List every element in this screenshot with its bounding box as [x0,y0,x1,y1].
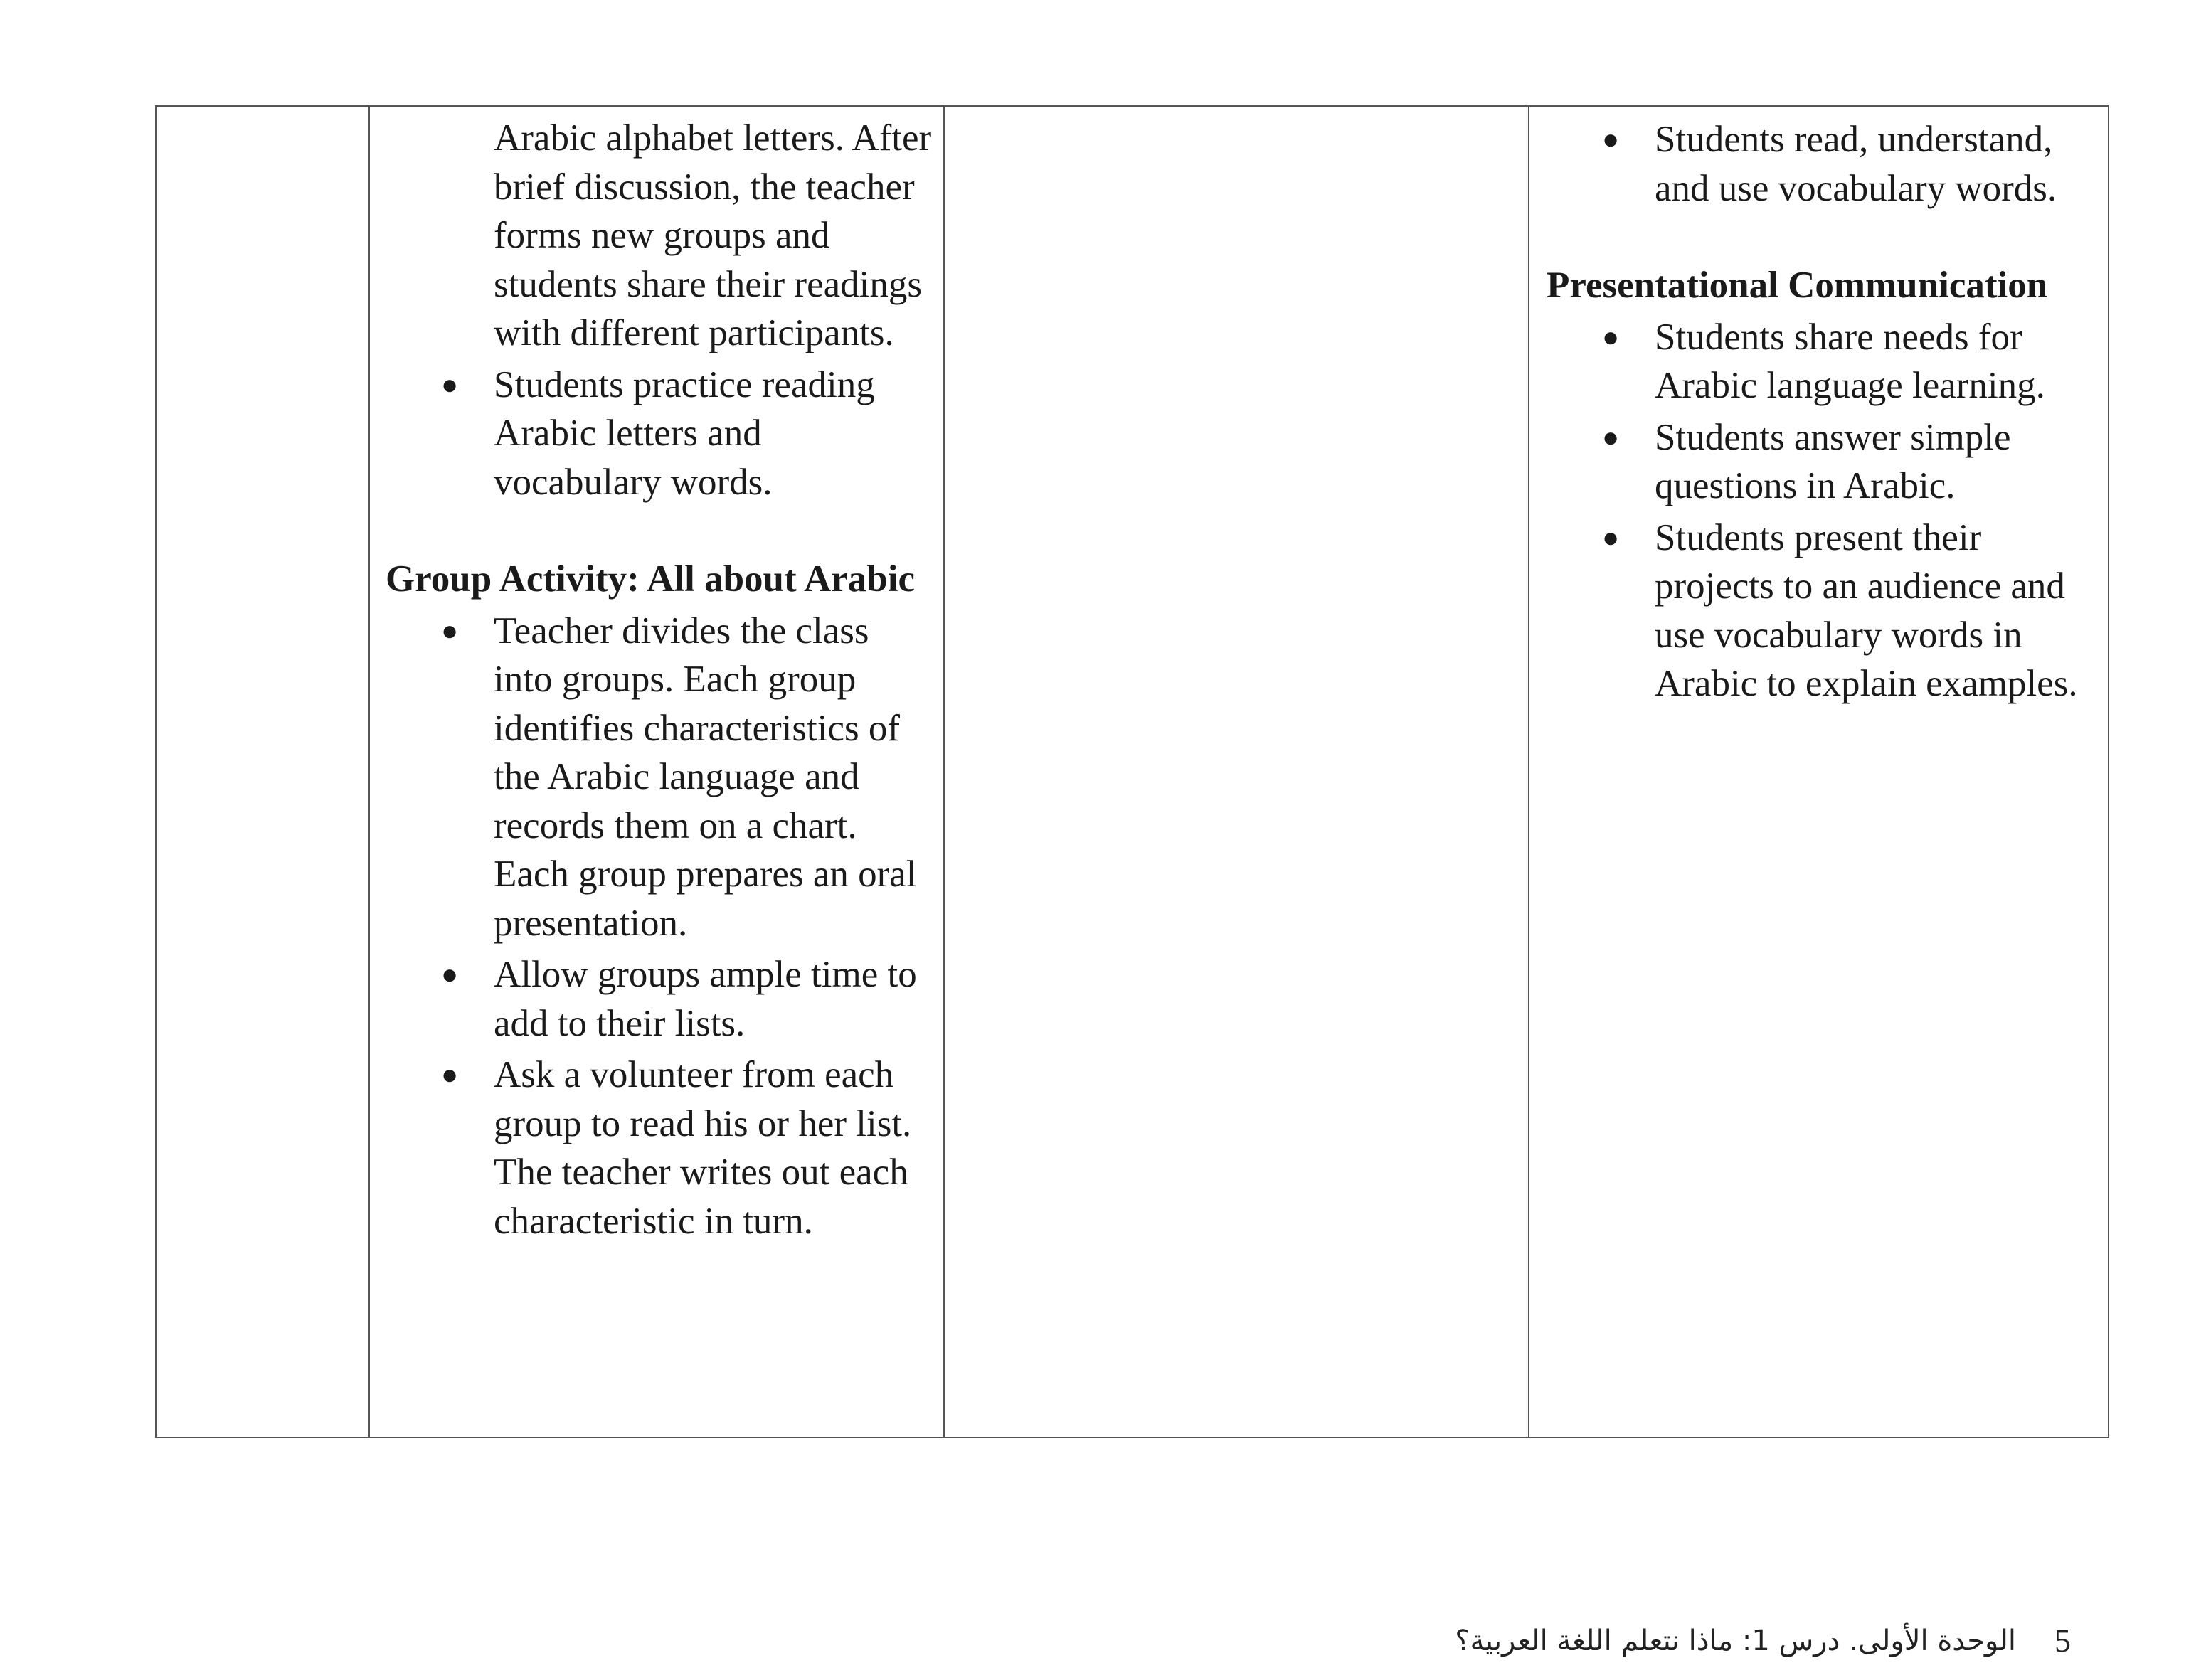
list-item-text: Teacher divides the class into groups. Each group identifies characteristics of the Arabic language and records them on a chart. Each group prepares an oral presentation. [494,610,917,944]
presentational-heading: Presentational Communication [1547,265,2048,306]
list-item-text: Ask a volunteer from each group to read his or her list. The teacher writes out each characteristic in turn. [494,1054,912,1242]
list-item-text: Students practice reading Arabic letters and vocabulary words. [494,363,875,503]
list-item [386,607,936,948]
outcomes-content [1529,107,2108,708]
list-item [386,361,936,507]
activities-cell [369,106,944,1437]
bullet-icon: ● [441,614,459,647]
bullet-icon: ● [1602,123,1620,155]
bullet-icon: ● [1602,320,1620,353]
bullet-icon: ● [441,1058,459,1090]
bullet-icon: ● [441,368,459,400]
bullet-icon: ● [1602,420,1620,453]
empty-cell-column-3 [944,106,1529,1437]
bullet-icon: ● [441,958,459,990]
list-item-text: Students answer simple questions in Arabic. [1655,416,2011,506]
list-item-text: Students read, understand, and use vocabulary words. [1655,119,2057,209]
list-item [1547,514,2101,708]
list-item-text: Students present their projects to an audience and use vocabulary words in Arabic to explain examples. [1655,516,2078,704]
lesson-table [155,105,2109,1438]
page-footer [1455,1622,2071,1659]
table-row [156,106,2109,1437]
list-item [1547,115,2101,213]
list-item [1547,313,2101,410]
page-number: 5 [2054,1622,2071,1659]
footer-lesson-title: الوحدة الأولى. درس 1: ماذا نتعلم اللغة العربية؟ [1455,1624,2016,1657]
outcomes-cell [1529,106,2109,1437]
bullet-icon: ● [1602,521,1620,553]
list-item-text: Students share needs for Arabic language learning. [1655,316,2045,406]
group-activity-bullet-list [386,607,936,1246]
group-activity-heading: Group Activity: All about Arabic [386,558,916,600]
presentational-bullet-list [1547,313,2101,708]
list-item [386,950,936,1048]
top-outcome-bullet-list [1547,115,2101,213]
list-item [1547,413,2101,511]
list-item [386,1051,936,1245]
continued-paragraph: Arabic alphabet letters. After brief discussion, the teacher forms new groups and students share their readings with different participants. [494,117,932,353]
activities-content [370,107,943,1245]
empty-cell-column-1 [156,106,369,1437]
list-item-text: Allow groups ample time to add to their lists. [494,954,917,1044]
top-bullet-list [386,361,936,507]
